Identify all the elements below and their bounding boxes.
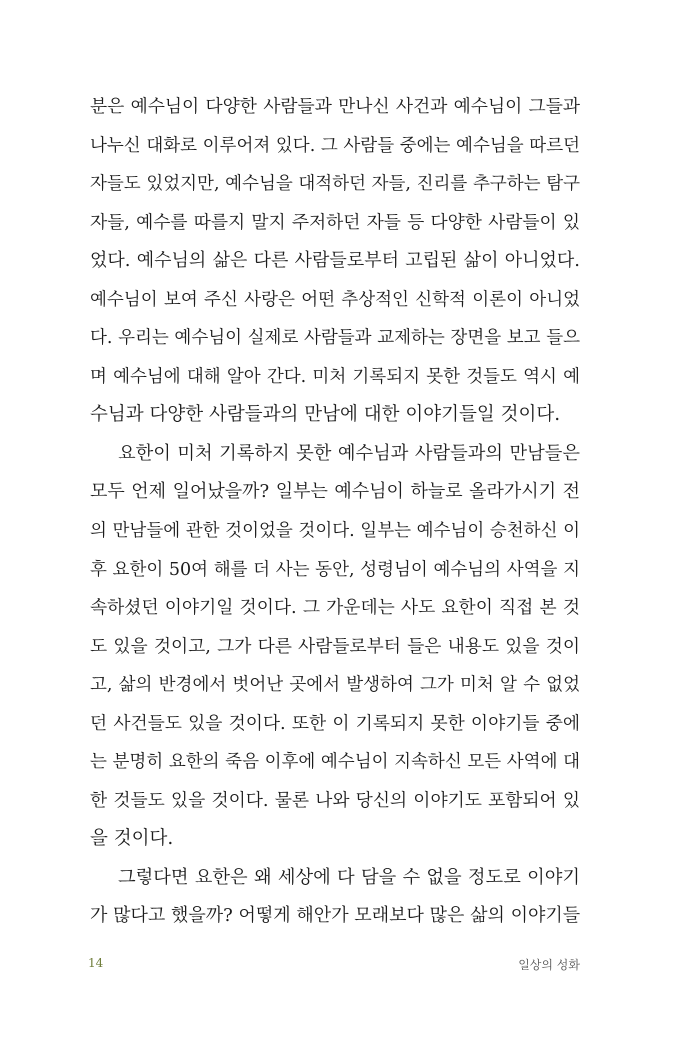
text-line: 며 예수님에 대해 알아 간다. 미처 기록되지 못한 것들도 역시 예 — [90, 366, 580, 387]
text-line: 는 분명히 요한의 죽음 이후에 예수님이 지속하신 모든 사역에 대 — [90, 752, 580, 773]
page-footer — [0, 956, 700, 976]
text-line: 의 만남들에 관한 것이었을 것이다. 일부는 예수님이 승천하신 이 — [90, 521, 580, 542]
paragraph-start-line: 그렇다면 요한은 왜 세상에 다 담을 수 없을 정도로 이야기 — [118, 866, 580, 888]
text-line: 고, 삶의 반경에서 벗어난 곳에서 발생하여 그가 미처 알 수 없었 — [90, 675, 580, 696]
text-line: 다. 우리는 예수님이 실제로 사람들과 교제하는 장면을 보고 들으 — [90, 328, 580, 349]
text-line: 한 것들도 있을 것이다. 물론 나와 당신의 이야기도 포함되어 있 — [90, 790, 580, 811]
text-line: 수님과 다양한 사람들과의 만남에 대한 이야기들일 것이다. — [90, 404, 561, 426]
text-line: 속하셨던 이야기일 것이다. 그 가운데는 사도 요한이 직접 본 것 — [90, 598, 580, 619]
text-line: 자들도 있었지만, 예수님을 대적하던 자들, 진리를 추구하는 탐구 — [90, 174, 580, 195]
paragraph-start-line: 요한이 미처 기록하지 못한 예수님과 사람들과의 만남들은 — [118, 442, 580, 464]
text-line: 자들, 예수를 따를지 말지 주저하던 자들 등 다양한 사람들이 있 — [90, 212, 580, 233]
text-line: 을 것이다. — [90, 828, 174, 850]
text-line: 나누신 대화로 이루어져 있다. 그 사람들 중에는 예수님을 따르던 — [90, 135, 580, 156]
text-line: 모두 언제 일어났을까? 일부는 예수님이 하늘로 올라가시기 전 — [90, 481, 580, 503]
body-text — [90, 88, 580, 936]
text-line: 가 많다고 했을까? 어떻게 해안가 모래보다 많은 삶의 이야기들 — [90, 905, 580, 927]
page-number: 14 — [88, 956, 104, 970]
text-line: 후 요한이 50여 해를 더 사는 동안, 성령님이 예수님의 사역을 지 — [90, 559, 580, 580]
text-line: 예수님이 보여 주신 사랑은 어떤 추상적인 신학적 이론이 아니었 — [90, 289, 580, 310]
text-line: 었다. 예수님의 삶은 다른 사람들로부터 고립된 삶이 아니었다. — [90, 250, 580, 272]
text-line: 도 있을 것이고, 그가 다른 사람들로부터 들은 내용도 있을 것이 — [90, 636, 580, 657]
text-line: 던 사건들도 있을 것이다. 또한 이 기록되지 못한 이야기들 중에 — [90, 713, 580, 734]
running-title: 일상의 성화 — [518, 958, 580, 972]
text-line: 분은 예수님이 다양한 사람들과 만나신 사건과 예수님이 그들과 — [90, 97, 580, 117]
